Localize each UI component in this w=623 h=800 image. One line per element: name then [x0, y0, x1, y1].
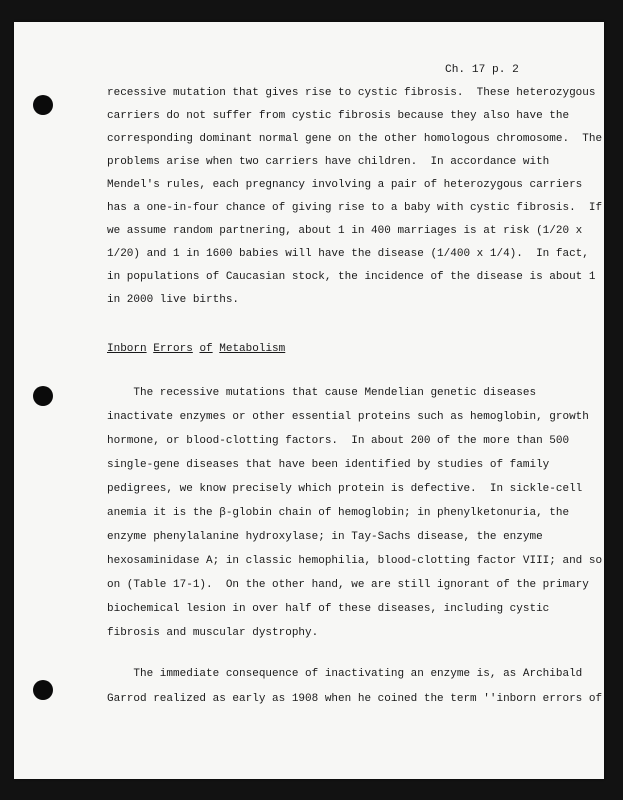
page-number-header: Ch. 17 p. 2 [445, 64, 519, 76]
paragraph-line: anemia it is the β-globin chain of hemoglobin; in phenylketonuria, the [107, 507, 570, 519]
paragraph-line: biochemical lesion in over half of these diseases, including cystic [107, 603, 550, 615]
heading-word: Errors [153, 343, 193, 355]
paragraph-line: corresponding dominant normal gene on the other homologous chromosome. The [107, 133, 603, 145]
paragraph-line: we assume random partnering, about 1 in 400 marriages is at risk (1/20 x [107, 225, 583, 237]
punch-hole-middle [33, 386, 53, 406]
paragraph-line: enzyme phenylalanine hydroxylase; in Tay-Sachs disease, the enzyme [107, 531, 543, 543]
paragraph-line: single-gene diseases that have been identified by studies of family [107, 459, 550, 471]
paragraph-line: The immediate consequence of inactivating an enzyme is, as Archibald [107, 668, 583, 680]
paragraph-line: Mendel's rules, each pregnancy involving a pair of heterozygous carriers [107, 179, 583, 191]
paragraph-line: in populations of Caucasian stock, the incidence of the disease is about 1 [107, 271, 596, 283]
paragraph-line: problems arise when two carriers have children. In accordance with [107, 156, 550, 168]
section-heading [107, 343, 285, 355]
paragraph-line: inactivate enzymes or other essential proteins such as hemoglobin, growth [107, 411, 589, 423]
heading-word: Metabolism [219, 343, 286, 355]
paragraph-line: recessive mutation that gives rise to cystic fibrosis. These heterozygous [107, 87, 596, 99]
punch-hole-top [33, 95, 53, 115]
paragraph-line: hormone, or blood-clotting factors. In about 200 of the more than 500 [107, 435, 570, 447]
heading-word: of [199, 343, 213, 355]
paragraph-line: hexosaminidase A; in classic hemophilia, blood-clotting factor VIII; and so [107, 555, 603, 567]
paragraph-line: fibrosis and muscular dystrophy. [107, 627, 319, 639]
paragraph-line: carriers do not suffer from cystic fibrosis because they also have the [107, 110, 570, 122]
paragraph-line: The recessive mutations that cause Mendelian genetic diseases [107, 387, 537, 399]
paragraph-line: in 2000 live births. [107, 294, 240, 306]
paragraph-line: Garrod realized as early as 1908 when he coined the term ''inborn errors of [107, 693, 603, 705]
paragraph-line: on (Table 17-1). On the other hand, we are still ignorant of the primary [107, 579, 589, 591]
paragraph-line: has a one-in-four chance of giving rise to a baby with cystic fibrosis. If [107, 202, 603, 214]
paragraph-line: 1/20) and 1 in 1600 babies will have the disease (1/400 x 1/4). In fact, [107, 248, 589, 260]
paragraph-line: pedigrees, we know precisely which protein is defective. In sickle-cell [107, 483, 583, 495]
heading-word: Inborn [107, 343, 147, 355]
punch-hole-bottom [33, 680, 53, 700]
